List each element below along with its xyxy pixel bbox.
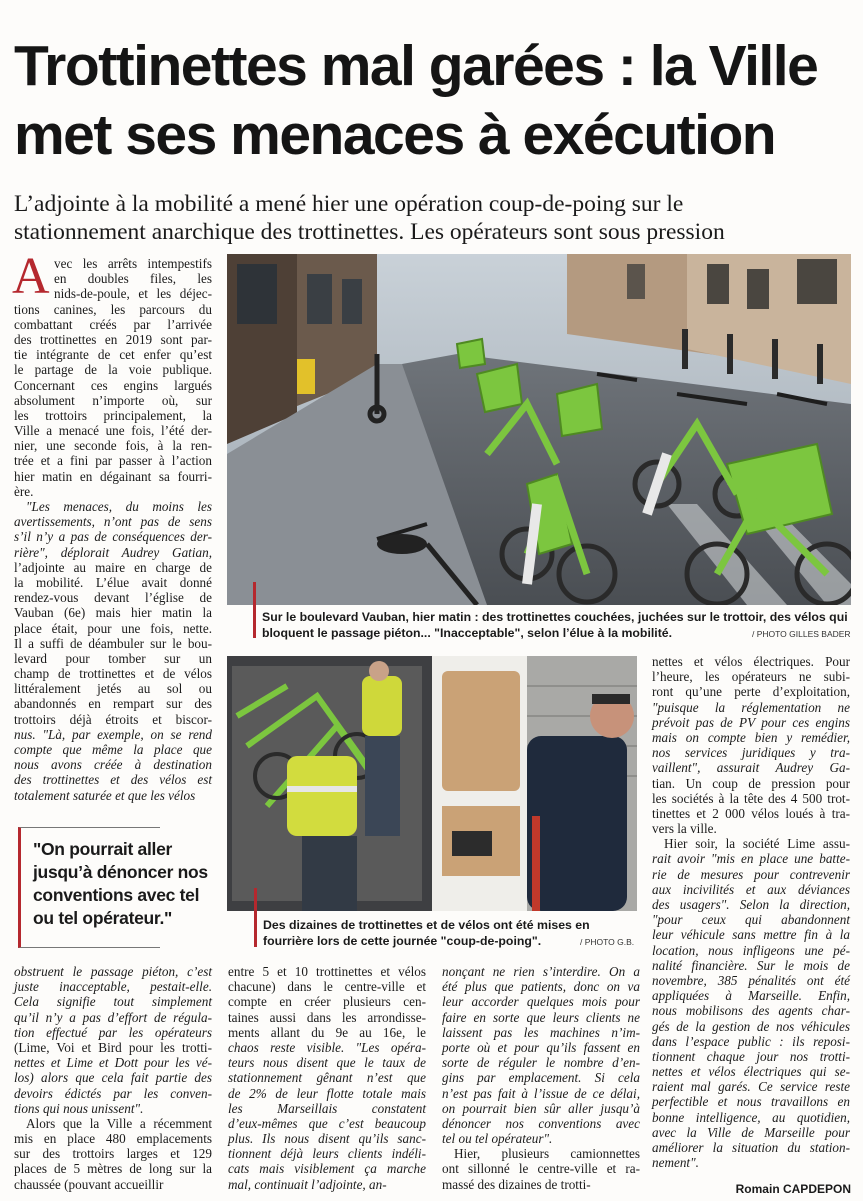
- text-line: nids-de-poule, et les déjec-: [54, 286, 212, 302]
- caption-bar-1: [253, 582, 256, 638]
- text-line: rendez-vous devant l’église de: [14, 590, 212, 606]
- text-line: ont sillonné le centre-ville et ra-: [442, 1161, 640, 1177]
- photo-1-caption-line-2: bloquent le passage piéton... "Inacceptable", selon l’élue à la mobilité.: [262, 626, 673, 640]
- text-line: des trottinettes en 2019 sont par-: [14, 331, 212, 347]
- text-line: s’il n’y a pas de conséquences der-: [14, 529, 212, 545]
- text-line: nous mobilisons des agents char-: [652, 1003, 850, 1019]
- text-line: le partage de la voie publique.: [14, 362, 212, 378]
- text-line: l’heure, les opérateurs ne subi-: [652, 669, 850, 685]
- photo-van-illustration: [227, 656, 637, 911]
- text-line: aux incivilités et aux déviances: [652, 881, 850, 897]
- text-line: rait avoir "mis en place une batte-: [652, 851, 850, 867]
- text-line: avertissements, n’ont pas de sens: [14, 514, 212, 530]
- text-line: n’est pas fait à l’issue de ce délai,: [442, 1085, 640, 1101]
- text-line: tel ou tel opérateur".: [442, 1131, 553, 1147]
- text-line: Il a suffi de déambuler sur le bou-: [14, 635, 212, 651]
- headline-line-1: Trottinettes mal garées : la Ville: [14, 34, 818, 98]
- pull-quote: [18, 827, 208, 948]
- text-line: compte en créer plusieurs cen-: [228, 994, 426, 1010]
- text-line: trée et a fini par passer à l’action: [14, 453, 212, 469]
- text-line: améliorer la situation du station-: [652, 1140, 850, 1155]
- text-line: plus. Ils nous disent qu’ils sanc-: [228, 1131, 426, 1147]
- text-line: cats mais visiblement ça marche: [228, 1161, 426, 1177]
- text-line: absolument n’importe où, sur: [14, 392, 212, 408]
- text-line: chacune) dans le centre-ville et: [228, 979, 426, 995]
- text-line: location, nous infligeons une pé-: [652, 942, 850, 958]
- text-line: "puisque la réglementation ne: [652, 699, 850, 715]
- text-line: les sociétés à la tête des 4 500 trot-: [652, 790, 850, 806]
- text-line: novembre, 385 pénalités ont été: [652, 972, 850, 988]
- photo-2-caption: [263, 917, 590, 949]
- text-line: Cela signifie tout simplement: [14, 994, 212, 1010]
- headline-line-2: met ses menaces à exécution: [14, 103, 776, 167]
- text-line: dans l’espace public : ils reposi-: [652, 1033, 850, 1049]
- text-line: en doubles files, les: [54, 271, 212, 287]
- text-line: mais on compte bien y remédier,: [652, 729, 850, 745]
- standfirst-line-1: L’adjointe à la mobilité a mené hier une opération coup-de-poing sur le: [14, 191, 684, 217]
- text-line: nettes et vélos électriques qui se-: [652, 1064, 850, 1080]
- text-line: combattant créés par l’arrivée: [14, 316, 212, 332]
- byline: Romain CAPDEPON: [735, 1182, 851, 1196]
- text-line: tionnent chaque jour nos trotti-: [652, 1048, 850, 1064]
- text-line: nier, une seconde fois, à la ren-: [14, 438, 212, 454]
- text-line: vers la ville.: [652, 821, 717, 837]
- text-line: l’adjointe au maire en charge de: [14, 559, 212, 575]
- text-line: mal, continuait l’adjointe, an-: [228, 1176, 387, 1192]
- text-line: hier matin en dégainant sa fourri-: [14, 468, 212, 484]
- text-line: prévoit pas de PV pour ces engins: [652, 714, 850, 730]
- text-line: les Marseillais constatent: [228, 1100, 426, 1116]
- text-line: avec la Ville de Marseille pour: [652, 1124, 850, 1140]
- text-line: tions qui nous unissent".: [14, 1100, 144, 1116]
- text-line: Vauban (6e) mais hier matin la: [14, 605, 212, 621]
- text-line: la mobilité. L’élue avait donné: [14, 574, 212, 590]
- column-3: [442, 964, 640, 1192]
- pull-quote-line: conventions avec tel: [33, 885, 200, 905]
- text-line: juste inacceptable, pestait-elle.: [14, 979, 212, 995]
- text-line: mis en place 480 emplacements: [14, 1131, 212, 1147]
- text-line: teurs nous disent que le taux de: [228, 1055, 426, 1071]
- pull-quote-line: jusqu’à dénoncer nos: [33, 862, 208, 882]
- photo-1-credit: / PHOTO GILLES BADER: [752, 629, 851, 639]
- text-line: porte où et pour qu’ils fassent en: [442, 1039, 640, 1055]
- column-4: [652, 654, 850, 1170]
- text-line: taines aussi dans les arrondisse-: [228, 1009, 426, 1025]
- text-line: (Lime, Voi et Bird pour les trotti-: [14, 1039, 212, 1055]
- text-line: des trottinettes et des vélos est: [14, 772, 212, 788]
- text-line: tie intégrante de cet enfer qu’est: [14, 347, 212, 363]
- text-line: entre 5 et 10 trottinettes et vélos: [228, 964, 426, 979]
- text-line: dénoncer nos conventions avec: [442, 1115, 640, 1131]
- text-line: faire en sorte que leurs clients ne: [442, 1009, 640, 1025]
- text-line: ments allant du 9e au 16e, le: [228, 1024, 426, 1040]
- text-line: nettes et Lime et Dott pour les vé-: [14, 1055, 212, 1071]
- text-line: les trottoirs principalement, la: [14, 407, 212, 423]
- text-line: vec les arrêts intempestifs: [54, 256, 212, 271]
- text-line: sur des trottoirs larges et 129: [14, 1146, 212, 1162]
- text-line: places de 5 mètres de long sur la: [14, 1161, 212, 1177]
- photo-2-credit: / PHOTO G.B.: [580, 937, 635, 947]
- text-line: stationnement gênant n’est que: [228, 1070, 426, 1086]
- text-line: Ville a menacé une fois, l’été der-: [14, 423, 212, 439]
- text-line: tionnent déjà leurs clients indéli-: [228, 1146, 426, 1162]
- column-1-bottom: [14, 964, 212, 1192]
- text-line: nalité financière. Sur le mois de: [652, 957, 850, 973]
- photo-scooters-boulevard: [227, 254, 851, 605]
- text-line: obstruent le passage piéton, c’est: [14, 964, 212, 979]
- column-1-top: [14, 256, 212, 803]
- text-line: chaussée (pouvant accueillir: [14, 1176, 164, 1192]
- standfirst: [14, 190, 854, 246]
- photo-2-caption-line-2: fourrière lors de cette journée "coup-de-poing".: [263, 934, 542, 948]
- text-line: levard pour tomber sur un: [14, 650, 212, 666]
- text-line: los) alors que cela fait partie des: [14, 1070, 212, 1086]
- text-line: qu’il n’y a pas d’effort de régula-: [14, 1009, 212, 1025]
- text-line: raient mal garés. Ce service reste: [652, 1079, 850, 1095]
- text-line: nus. "Là, par exemple, on se rend: [14, 726, 212, 742]
- text-line: on pourrait bien sûr aller jusqu’à: [442, 1100, 640, 1116]
- text-line: de 2% de leur flotte totale mais: [228, 1085, 426, 1101]
- text-line: gés de la gestion de nos véhicules: [652, 1018, 850, 1034]
- text-line: Hier soir, la société Lime assu-: [664, 836, 850, 852]
- text-line: Alors que la Ville a récemment: [26, 1115, 212, 1131]
- text-line: tian. Un coup de pression pour: [652, 775, 850, 791]
- text-line: "pour ceux qui abandonnent: [652, 912, 850, 928]
- text-line: ront qu’une perte d’exploitation,: [652, 684, 850, 700]
- standfirst-line-2: stationnement anarchique des trottinettes. Les opérateurs sont sous pression: [14, 219, 725, 245]
- text-line: Hier, plusieurs camionnettes: [454, 1146, 640, 1162]
- photo-1-caption-line-1: Sur le boulevard Vauban, hier matin : des trottinettes couchées, juchées sur le trottoir, des vélos qui: [262, 610, 848, 624]
- text-line: champ de trottinettes et de vélos: [14, 666, 212, 682]
- text-line: abandonnés en rempart sur des: [14, 696, 212, 712]
- text-line: compte que même la place que: [14, 742, 212, 757]
- text-line: devoirs édictés par les conven-: [14, 1085, 212, 1101]
- text-line: littéralement jetés au sol ou: [14, 681, 212, 697]
- pull-quote-line: ou tel opérateur.": [33, 908, 173, 928]
- photo-van-impound: [227, 656, 637, 911]
- text-line: totalement saturée et que les vélos: [14, 787, 196, 803]
- text-line: vaillent", assurait Audrey Ga-: [652, 760, 850, 776]
- text-line: sorte de réguler le nombre d’en-: [442, 1055, 640, 1071]
- drop-cap: A: [12, 248, 50, 305]
- text-line: trottoirs déjà étroits et biscor-: [14, 711, 212, 727]
- caption-bar-2: [254, 888, 257, 947]
- text-line: nous avons créée à destination: [14, 757, 212, 773]
- text-line: d’eux-mêmes que c’est beaucoup: [228, 1115, 426, 1131]
- text-line: chaos reste visible. "Les opéra-: [228, 1039, 426, 1055]
- text-line: tinettes et 2 000 vélos loués à tra-: [652, 805, 850, 821]
- text-line: ère.: [14, 483, 34, 499]
- text-line: tions canines, les parcours du: [14, 301, 212, 317]
- text-line: nettes et vélos électriques. Pour: [652, 654, 850, 669]
- column-2: [228, 964, 426, 1192]
- text-line: tion effectué par les opérateurs: [14, 1024, 212, 1040]
- text-line: rie de mesures pour contrevenir: [652, 866, 850, 882]
- text-line: laissent pas les machines n’im-: [442, 1024, 640, 1040]
- photo-2-caption-line-1: Des dizaines de trottinettes et de vélos ont été mises en: [263, 918, 590, 932]
- text-line: rière", déplorait Audrey Gatian,: [14, 544, 212, 560]
- pull-quote-line: "On pourrait aller: [33, 839, 173, 859]
- text-line: Concernant ces engins largués: [14, 377, 212, 393]
- text-line: été plus que patients, donc on va: [442, 979, 640, 995]
- text-line: appliquées à Marseille. Enfin,: [652, 988, 850, 1004]
- text-line: massé des dizaines de trotti-: [442, 1176, 591, 1192]
- text-line: "Les menaces, du moins les: [26, 499, 212, 514]
- text-line: perfectible et nous travaillons en: [652, 1094, 850, 1110]
- text-line: nement".: [652, 1155, 699, 1171]
- text-line: des usagers". Selon la direction,: [652, 897, 850, 912]
- text-line: bonne intelligence, au quotidien,: [652, 1109, 850, 1125]
- text-line: leur accorder quelques mois pour: [442, 994, 640, 1010]
- text-line: leur véhicule sans mettre fin à la: [652, 927, 850, 943]
- pull-quote-text: [33, 838, 208, 930]
- text-line: place était, pour une fois, nette.: [14, 620, 212, 636]
- text-line: nonçant ne rien s’interdire. On a: [442, 964, 640, 979]
- headline: [14, 32, 854, 170]
- text-line: nos services juridiques y tra-: [652, 745, 850, 761]
- photo-scooters-illustration: [227, 254, 851, 605]
- text-line: gins par emplacement. Si cela: [442, 1070, 640, 1086]
